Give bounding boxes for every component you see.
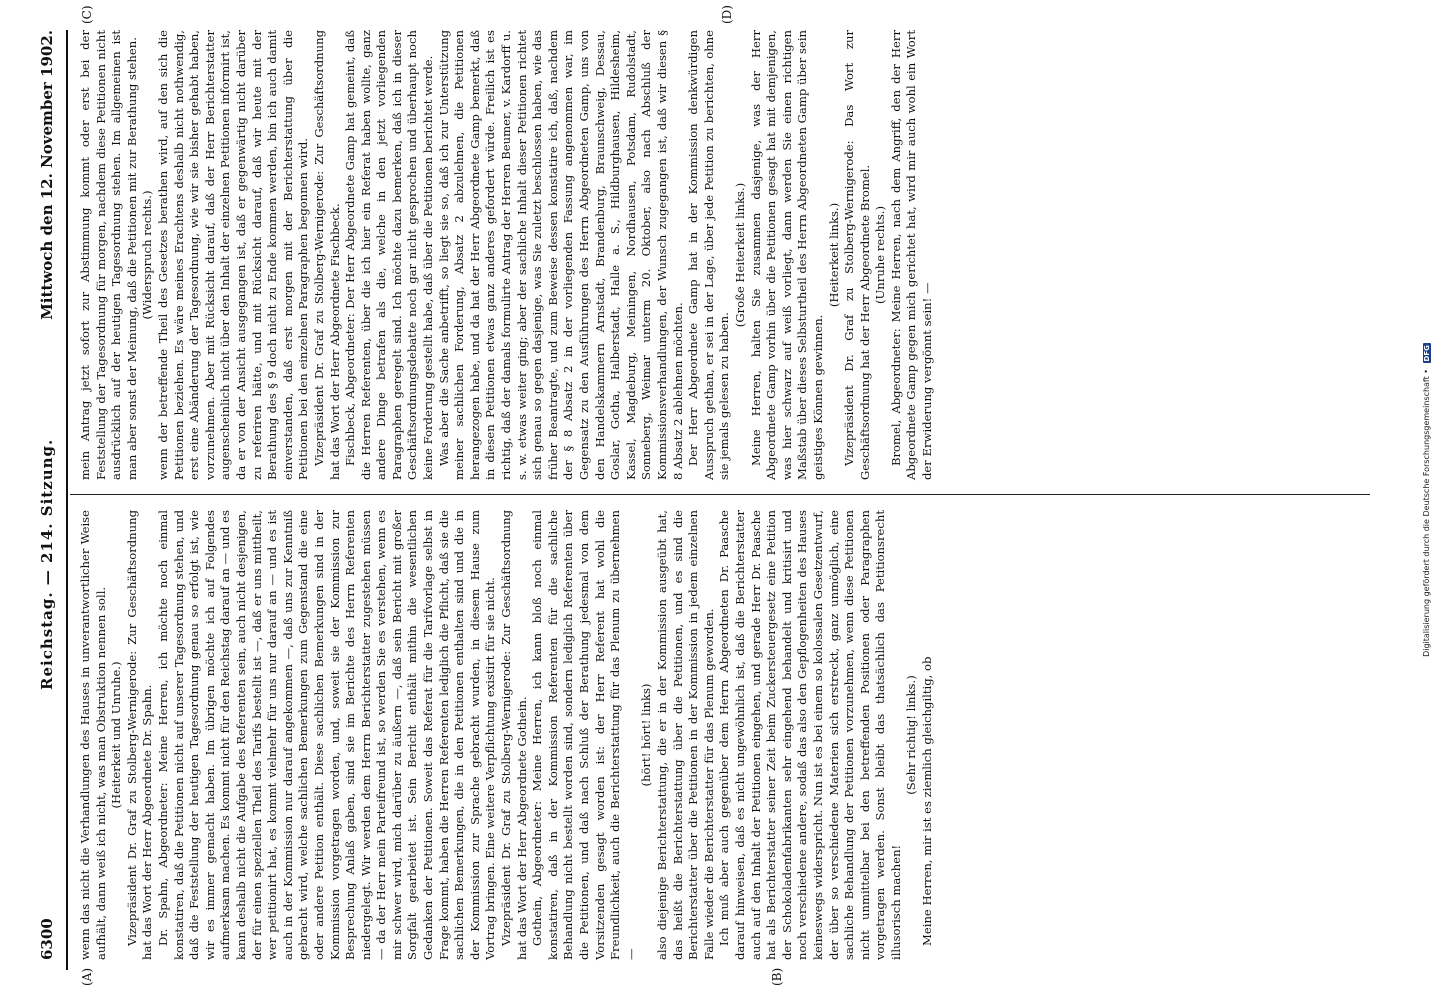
dfg-logo-icon: DFG [1423, 345, 1431, 362]
paragraph: wenn das nicht die Verhandlungen des Hauses in unverantwortlicher Weise aufhält, dann weiß ich nicht, was man Obstruktion nennen soll. [78, 510, 108, 960]
interjection: (Heiterkeit und Unruhe.) [109, 661, 124, 809]
page-header [34, 30, 62, 960]
right-column [78, 30, 936, 480]
margin-mark-c: (C) [80, 5, 94, 24]
page-title: Reichstag. — 214. Sitzung. [38, 438, 56, 690]
paragraph: Vizepräsident Dr. Graf zu Stolberg-Wernigerode: Zur Geschäftsordnung hat das Wort der Herr Abgeordnete Gothein. [499, 510, 529, 960]
margin-mark-a: (A) [80, 967, 94, 986]
paragraph: Vizepräsident Dr. Graf zu Stolberg-Wernigerode: Zur Geschäftsordnung hat das Wort der Herr Abgeordnete Dr. Spahn. [124, 510, 155, 960]
paragraph: Dr. Spahn, Abgeordneter: Meine Herren, ich möchte noch einmal konstatiren, daß die Petitionen nicht auf unserer Tagesordnung stehen, und daß die Feststellung der heutigen Tagesordnung genau so erfolgt ist, wie wir es immer gemacht haben. Im übrigen möchte ich auf Folgendes aufmerksam machen. Es kommt nicht für den Reichstag darauf an — und es kann deshalb nicht die Aufgabe des Referenten sein, auch nicht desjenigen, der für einen speziellen Theil des Tarifs bestellt ist —, daß er uns mittheilt, wer petitionirt hat, es kommt vielmehr für uns nur darauf an — und es ist auch in der Kommission nur darauf angekommen —, daß uns zur Kenntniß gebracht wird, welche sachlichen Bemerkungen zum Gegenstand die eine oder andere Petition enthält. Diese sachlichen Bemerkungen sind in der Kommission vorgetragen worden, und, soweit sie der Kommission zur Besprechung Anlaß gaben, sind sie im Berichte des Herrn Referenten niedergelegt. Wir werden dem Herrn Berichterstatter zugestehen müssen — da der Herr mein Parteifreund ist, so werden Sie es verstehen, wenn es mir schwer wird, mich darüber zu äußern —, daß sein Bericht mit großer Sorgfalt gearbeitet ist. Sein Bericht enthält mithin die wesentlichen Gedanken der Petitionen. Soweit das Referat für die Tarifvorlage selbst in Frage kommt, haben die Herren Referenten lediglich die Pflicht, daß sie die sachlichen Bemerkungen, die in den Petitionen enthalten sind und die in der Kommission zur Sprache gebracht wurden, in diesem Hause zum Vortrag bringen. Eine weitere Verpflichtung existirt für sie nicht. [155, 510, 498, 960]
footer [1422, 0, 1431, 1000]
paragraph: Meine Herren, halten Sie zusammen dasjenige, was der Herr Abgeordnete Gamp vorhin über die Petitionen gesagt hat mit demjenigen, was hier schwarz auf weiß vorliegt, dann werden Sie einen richtigen Maßstab über dieses Selbsturtheil des Herrn Abgeordneten Gamp über sein geistiges Können gewinnen. [748, 30, 825, 480]
interjection: (Widerspruch rechts.) [140, 190, 155, 320]
paragraph: Meine Herren, mir ist es ziemlich gleichgiltig, ob [920, 656, 935, 946]
paragraph: Was aber die Sache anbetrifft, so liegt sie so, daß ich zur Unterstützung meiner sachlichen Forderung, Absatz 2 abzulehnen, die Petitionen herangezogen habe, und da hat der Herr Abgeordnete Gamp bemerkt, daß in diesen Petitionen etwas ganz anderes gefordert würde. Freilich ist es richtig, daß der damals formulirte Antrag der Herren Beumer, v. Kardorff u. s. w. etwas weiter ging; aber der sachliche Inhalt dieser Petitionen richtet sich genau so gegen dasjenige, was Sie zuletzt beschlossen haben, wie das früher Beantragte, und zum Beweise dessen konstatire ich, daß, nachdem der § 8 Absatz 2 in der vorliegenden Fassung angenommen war, im Gegensatz zu den Ausführungen des Herrn Abgeordneten Gamp, uns von den Handelskammern Arnstadt, Brandenburg, Braunschweig, Dessau, Goslar, Gotha, Halberstadt, Halle a. S., Hildburghausen, Hildesheim, Kassel, Magdeburg, Meiningen, Nordhausen, Potsdam, Rudolstadt, Sonneberg, Weimar unterm 20. Oktober, also nach Abschluß der Kommissionsverhandlungen, der Wunsch zugegangen ist, daß wir diesen § 8 Absatz 2 ablehnen möchten. [436, 30, 685, 480]
margin-mark-d: (D) [720, 5, 734, 24]
header-rule [66, 30, 68, 970]
paragraph: Fischbeck, Abgeordneter: Der Herr Abgeordnete Gamp hat gemeint, daß die Herren Referenten, über die ich hier ein Referat haben wollte, ganz andere Dinge betrafen als die, welche in den jetzt vorliegenden Paragraphen geregelt sind. Ich möchte dazu bemerken, daß ich in dieser Geschäftsordnungsdebatte noch gar nicht gesprochen und überhaupt noch keine Forderung gestellt habe, daß über die Petitionen berichtet werde. [343, 30, 436, 480]
paragraph: Gothein, Abgeordneter: Meine Herren, ich kann bloß noch einmal konstatiren, daß in der Kommission Referenten für die sachliche Behandlung nicht bestellt worden sind, sondern lediglich Referenten über die Petitionen, und daß nach Schluß der Berathung jedesmal von dem Vorsitzenden gesagt worden ist: der Herr Referent hat wohl die Freundlichkeit, auch die Berichterstattung für das Plenum zu übernehmen — [530, 510, 638, 960]
column-divider [70, 494, 1370, 495]
paragraph: Vizepräsident Dr. Graf zu Stolberg-Wernigerode: Das Wort zur Geschäftsordnung hat der Herr Abgeordnete Bromel. [842, 30, 872, 480]
interjection: (Unruhe rechts.) [873, 206, 888, 304]
session-date: Mittwoch den 12. November 1902. [38, 30, 56, 320]
margin-mark-b: (B) [770, 967, 784, 986]
interjection: (Heiterkeit links.) [826, 202, 841, 308]
paragraph: Ich muß aber auch gegenüber dem Herrn Abgeordneten Dr. Paasche darauf hinweisen, daß es nicht ungewöhnlich ist, daß die Berichterstatter auch auf den Inhalt der Petitionen eingehen, und gerade Herr Dr. Paasche hat als Berichterstatter seiner Zeit beim Zuckersteuergesetz eine Petition der Schokoladenfabrikanten sehr eingehend behandelt und kritisirt und noch verschiedene andere, sodaß das also den Gepflogenheiten des Hauses keineswegs widerspricht. Nun ist es bei einem so kolossalen Gesetzentwurf, der über so verschiedene Materien sich erstreckt, ganz unmöglich, eine sachliche Behandlung der Petitionen vorzunehmen, wenn diese Petitionen nicht unmittelbar bei den betreffenden Positionen oder Paragraphen vorgetragen werden. Sonst bleibt das thatsächlich das Petitionsrecht illusorisch machen! [717, 510, 903, 960]
paragraph: Der Herr Abgeordnete Gamp hat in der Kommission denkwürdigen Ausspruch gethan, er sei in der Lage, über jede Petition zu berichten, ohne sie jemals gelesen zu haben. [686, 30, 732, 480]
interjection: (hört! hört! links) [639, 683, 654, 787]
interjection: (Sehr richtig! links.) [904, 675, 919, 795]
paragraph: Bromel, Abgeordneter: Meine Herren, nach dem Angriff, den der Herr Abgeordnete Gamp gegen mich gerichtet hat, wird mir auch wohl ein Wort der Erwiderung vergönnt sein! — [888, 30, 935, 480]
page-number: 6300 [38, 918, 56, 960]
paragraph: also diejenige Berichterstattung, die er in der Kommission ausgeübt hat, das heißt die Berichterstattung über die Petitionen, und es sind die Berichterstatter über die Petitionen in der Kommission in jedem einzelnen Falle wieder die Berichterstatter für das Plenum geworden. [654, 510, 716, 960]
footer-text: Digitalisierung gefördert durch die Deutsche Forschungsgemeinschaft • [1422, 368, 1431, 657]
left-column [78, 510, 936, 960]
interjection: (Große Heiterkeit links.) [732, 182, 747, 328]
paragraph: Vizepräsident Dr. Graf zu Stolberg-Wernigerode: Zur Geschäftsordnung hat das Wort der Herr Abgeordnete Fischbeck. [311, 30, 342, 480]
paragraph: mein Antrag jetzt sofort zur Abstimmung kommt oder erst bei der Feststellung der Tagesordnung für morgen, nachdem diese Petitionen nicht ausdrücklich auf der heutigen Tagesordnung stehen. Im allgemeinen ist man aber sonst der Meinung, daß die Petitionen mit zur Berathung stehen. [78, 30, 139, 480]
paragraph: wenn der betreffende Theil des Gesetzes berathen wird, auf den sich die Petitionen beziehen. Es wäre meines Erachtens deshalb nicht nothwendig, erst eine Abänderung der Tagesordnung, wie wir sie bisher gehabt haben, vorzunehmen. Aber mit Rücksicht darauf, daß der Herr Berichterstatter augenscheinlich nicht über den Inhalt der einzelnen Petitionen informirt ist, da er von der Ansicht ausgegangen ist, daß er gegenwärtig nicht darüber zu referiren hätte, und mit Rücksicht darauf, daß wir heute mit der Berathung des § 9 doch nicht zu Ende kommen werden, bin ich auch damit einverstanden, daß erst morgen mit der Berichterstattung über die Petitionen bei den einzelnen Paragraphen begonnen wird. [155, 30, 311, 480]
